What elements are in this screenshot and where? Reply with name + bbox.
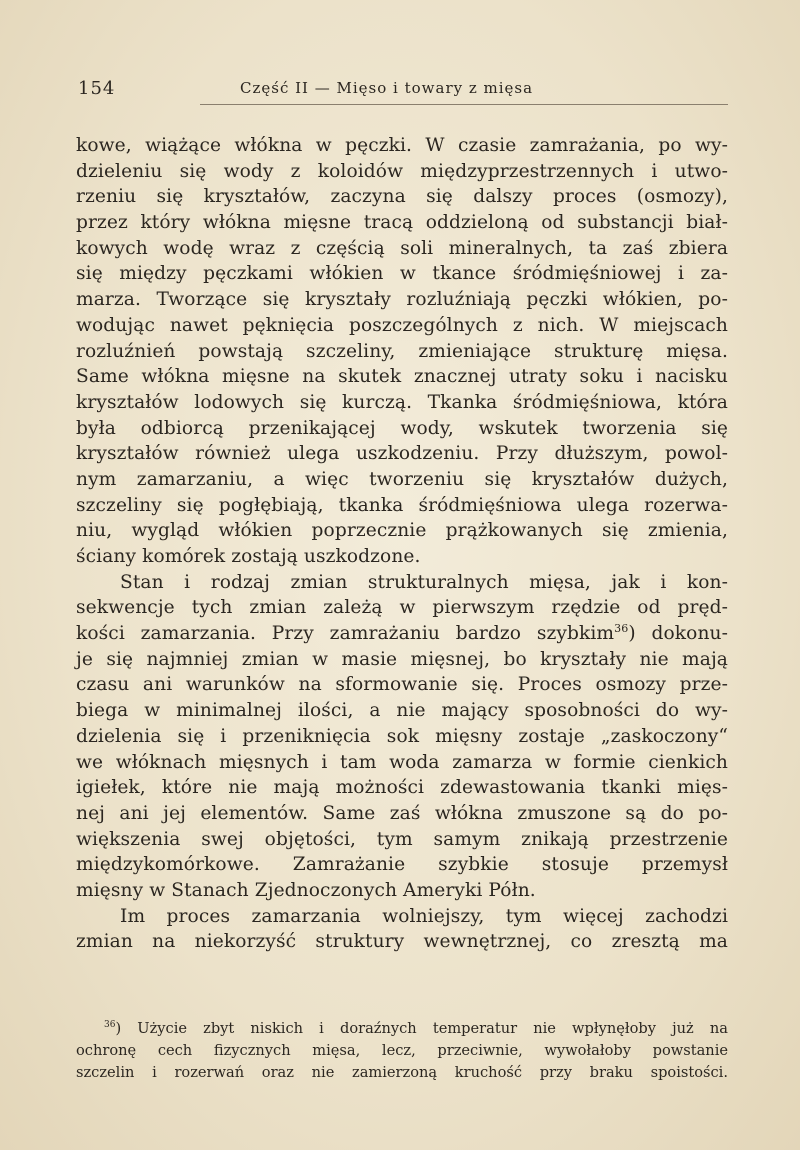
- footnote-text: ) Użycie zbyt niskich i doraźnych temperatur nie wpłynęłoby już na: [115, 1020, 728, 1037]
- text-line: ściany komórek zostają uszkodzone.: [76, 546, 421, 567]
- text-line: większenia swej objętości, tym samym znikają przestrzenie: [76, 828, 728, 850]
- text-line: dzieleniu się wody z koloidów międzyprzestrzennych i utwo-: [76, 160, 728, 182]
- text-line: kryształów również ulega uszkodzeniu. Przy dłuższym, powol-: [76, 443, 728, 465]
- text-line: Same włókna mięsne na skutek znacznej utraty soku i nacisku: [76, 366, 728, 388]
- footnote-line: szczelin i rozerwań oraz nie zamierzoną kruchość przy braku spoistości.: [76, 1064, 728, 1081]
- text-line: przez który włókna mięsne tracą oddzieloną od substancji biał-: [76, 212, 728, 234]
- text-line: mięsny w Stanach Zjednoczonych Ameryki Półn.: [76, 879, 536, 901]
- text-line: je się najmniej zmian w masie mięsnej, bo kryształy nie mają: [76, 648, 728, 670]
- text-line: rozluźnień powstają szczeliny, zmieniające strukturę mięsa.: [76, 340, 728, 362]
- text-line: kowych wodę wraz z częścią soli mineralnych, ta zaś zbiera: [76, 237, 728, 259]
- text-line: niu, wygląd włókien poprzecznie prążkowanych się zmienia,: [76, 520, 728, 542]
- header-divider: [200, 104, 728, 105]
- text-line: się między pęczkami włókien w tkance śródmięśniowej i za-: [76, 263, 728, 285]
- text-line: nej ani jej elementów. Same zaś włókna zmuszone są do po-: [76, 802, 728, 824]
- page-number: 154: [78, 78, 116, 99]
- text-line: Im proces zamarzania wolniejszy, tym więcej zachodzi: [120, 905, 728, 927]
- text-line: czasu ani warunków na sformowanie się. Proces osmozy prze-: [76, 674, 728, 696]
- text-line: rzeniu się kryształów, zaczyna się dalszy proces (osmozy),: [76, 186, 728, 208]
- text-line: kryształów lodowych się kurczą. Tkanka śródmięśniowa, która: [76, 391, 728, 413]
- text-fragment: kości zamarzania. Przy zamrażaniu bardzo szybkim: [76, 623, 615, 645]
- text-line-with-footnote-ref: [76, 621, 728, 647]
- text-line: Stan i rodzaj zmian strukturalnych mięsa, jak i kon-: [120, 571, 728, 593]
- text-line: marza. Tworzące się kryształy rozluźniają pęczki włókien, po-: [76, 289, 728, 311]
- running-head: Część II — Mięso i towary z mięsa: [240, 79, 534, 97]
- text-line: nym zamarzaniu, a więc tworzeniu się kryształów dużych,: [76, 468, 728, 490]
- text-line: była odbiorcą przenikającej wody, wskutek tworzenia się: [76, 417, 728, 439]
- footnote-line: ochronę cech fizycznych mięsa, lecz, przeciwnie, wywołałoby powstanie: [76, 1042, 728, 1059]
- text-line: wodując nawet pęknięcia poszczególnych z nich. W miejscach: [76, 314, 728, 336]
- footnotes: [76, 1018, 728, 1084]
- footnote-marker: 36: [104, 1020, 116, 1031]
- text-line: biega w minimalnej ilości, a nie mający sposobności do wy-: [76, 700, 728, 722]
- text-line: sekwencje tych zmian zależą w pierwszym rzędzie od pręd-: [76, 597, 728, 619]
- footnote-reference: 36: [614, 621, 629, 635]
- body-text: [76, 133, 728, 955]
- text-fragment: ) dokonu-: [628, 623, 728, 645]
- page-header: [76, 78, 726, 104]
- text-line: igiełek, które nie mają możności zdewastowania tkanki mięs-: [76, 777, 728, 799]
- text-line: kowe, wiążące włókna w pęczki. W czasie zamrażania, po wy-: [76, 135, 728, 156]
- footnote-line: [76, 1018, 728, 1040]
- text-line: dzielenia się i przeniknięcia sok mięsny zostaje „zaskoczony“: [76, 725, 728, 747]
- text-line: międzykomórkowe. Zamrażanie szybkie stosuje przemysł: [76, 854, 728, 876]
- text-line: szczeliny się pogłębiają, tkanka śródmięśniowa ulega rozerwa-: [76, 494, 728, 516]
- text-line: we włóknach mięsnych i tam woda zamarza w formie cienkich: [76, 751, 728, 773]
- text-line: zmian na niekorzyść struktury wewnętrznej, co zresztą ma: [76, 931, 728, 953]
